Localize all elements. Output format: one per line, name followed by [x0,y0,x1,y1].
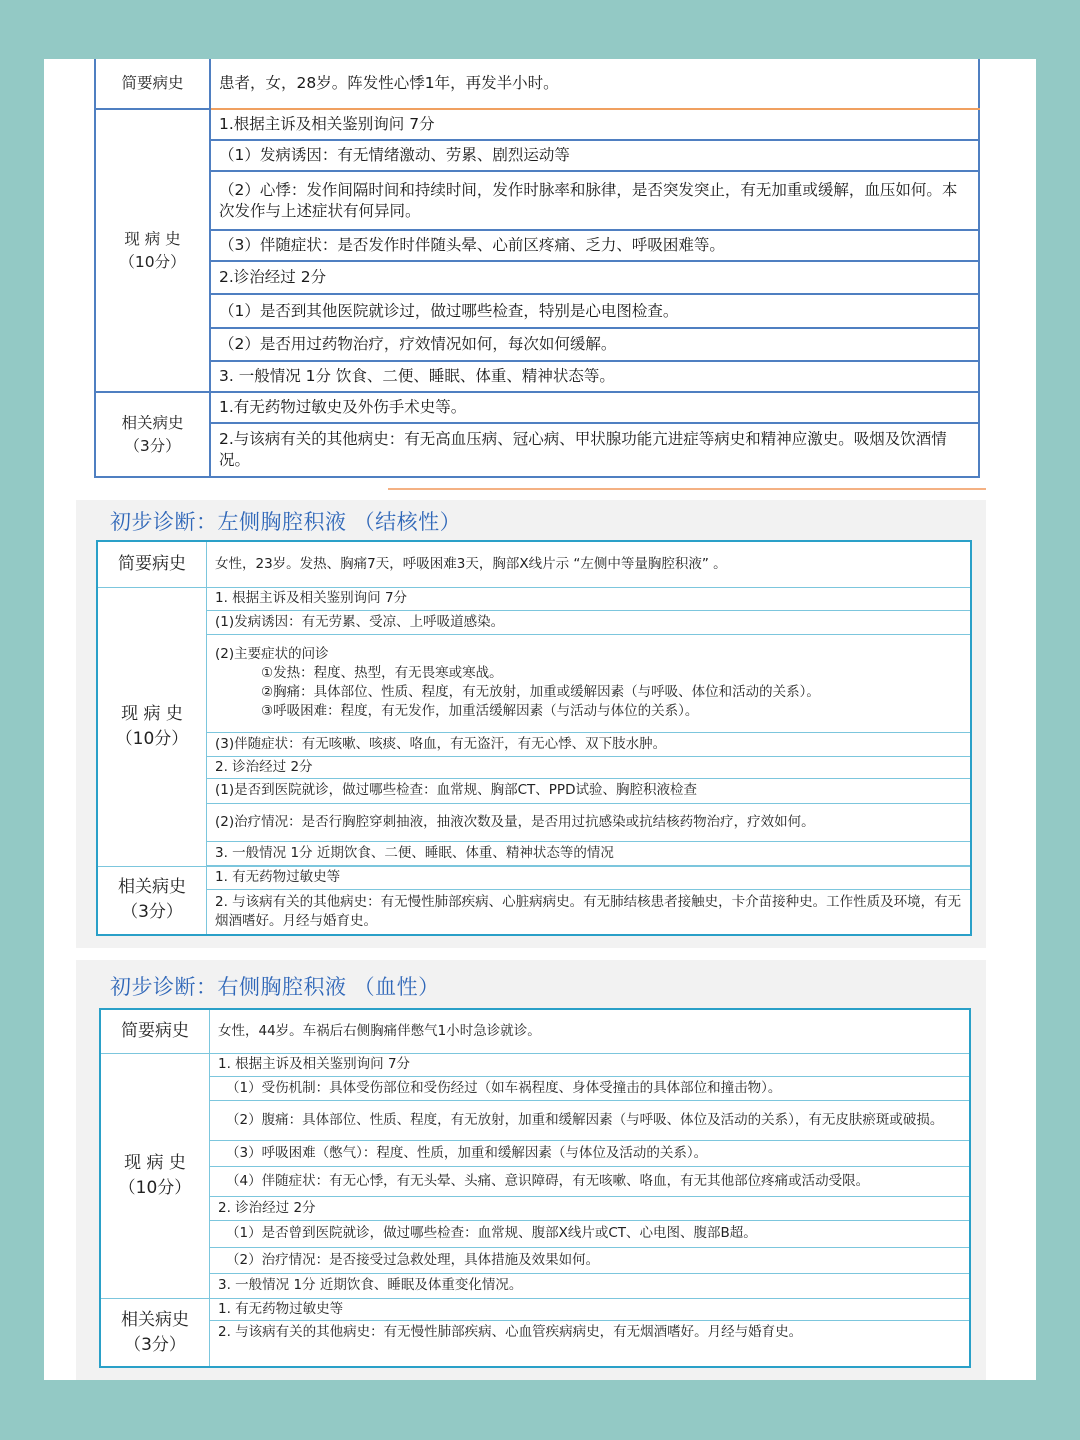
brief-history-label: 简要病史 [95,59,210,109]
brief-history-label: 简要病史 [97,541,207,587]
diagnosis-heading: 初步诊断：左侧胸腔积液 （结核性） [110,510,462,534]
related-row: 2. 与该病有关的其他病史：有无慢性肺部疾病、心脏病病史。有无肺结核患者接触史，卡介苗接种史。工作性质及环境，有无烟酒嗜好。月经与婚育史。 [207,889,972,935]
related-row: 2. 与该病有关的其他病史：有无慢性肺部疾病、心血管疾病病史，有无烟酒嗜好。月经与婚育史。 [210,1321,971,1367]
history-row: 1. 根据主诉及相关鉴别询问 7分 [207,587,972,610]
history-row: 2. 诊治经过 2分 [210,1196,971,1220]
history-row: (3)伴随症状：有无咳嗽、咳痰、咯血，有无盗汗，有无心悸、双下肢水肿。 [207,732,972,756]
history-row: （3）伴随症状：是否发作时伴随头晕、心前区疼痛、乏力、呼吸困难等。 [210,230,979,261]
history-row: （1）发病诱因：有无情绪激动、劳累、剧烈运动等 [210,140,979,171]
present-history-label: 现 病 史 （10分） [95,109,210,392]
present-history-label: 现 病 史 （10分） [100,1053,210,1298]
history-row: 3. 一般情况 1分 近期饮食、二便、睡眠、体重、精神状态等的情况 [207,841,972,865]
diagnosis-card-tuberculous [76,500,986,948]
related-row: 1. 有无药物过敏史等 [210,1299,971,1321]
brief-history-text: 女性，44岁。车祸后右侧胸痛伴憋气1小时急诊就诊。 [210,1009,971,1053]
diagnosis-heading: 初步诊断：右侧胸腔积液 （血性） [110,975,440,999]
history-row-symptoms: (2)主要症状的问诊 ①发热：程度、热型，有无畏寒或寒战。 ②胸痛：具体部位、性质、程度，有无放射，加重或缓解因素（与呼吸、体位和活动的关系）。 ③呼吸困难：程度，有无发作，加重活缓解因素（与活动与体位的关系）。 [207,634,972,732]
document-page [44,59,1036,1380]
related-history-label: 相关病史 （3分） [95,392,210,477]
history-row: 3. 一般情况 1分 饮食、二便、睡眠、体重、精神状态等。 [210,361,979,392]
history-table-hemorrhagic [99,1008,971,1368]
history-row: （2）治疗情况：是否接受过急救处理，具体措施及效果如何。 [210,1247,971,1273]
diagnosis-card-hemorrhagic [76,960,986,1380]
history-row: （1）是否到其他医院就诊过，做过哪些检查，特别是心电图检查。 [210,294,979,328]
history-row: （1）是否曾到医院就诊，做过哪些检查：血常规、腹部X线片或CT、心电图、腹部B超。 [210,1220,971,1247]
history-row: (1)发病诱因：有无劳累、受凉、上呼吸道感染。 [207,610,972,634]
history-row: 1.根据主诉及相关鉴别询问 7分 [210,109,979,140]
history-row: （4）伴随症状：有无心悸，有无头晕、头痛、意识障碍，有无咳嗽、咯血，有无其他部位疼痛或活动受限。 [210,1167,971,1196]
history-row: (1)是否到医院就诊，做过哪些检查：血常规、胸部CT、PPD试验、胸腔积液检查 [207,778,972,803]
history-row: （2）心悸：发作间隔时间和持续时间，发作时脉率和脉律，是否突发突止，有无加重或缓解，血压如何。本次发作与上述症状有何异同。 [210,171,979,230]
brief-history-label: 简要病史 [100,1009,210,1053]
brief-history-text: 女性，23岁。发热、胸痛7天，呼吸困难3天，胸部X线片示 “左侧中等量胸腔积液” 。 [207,541,972,587]
related-row: 1.有无药物过敏史及外伤手术史等。 [210,392,979,423]
brief-history-text: 患者，女，28岁。阵发性心悸1年，再发半小时。 [210,59,979,109]
related-history-label: 相关病史 （3分） [100,1299,210,1367]
related-row: 1. 有无药物过敏史等 [207,866,972,889]
divider-line [388,488,986,490]
history-row: 1. 根据主诉及相关鉴别询问 7分 [210,1053,971,1076]
present-history-label: 现 病 史 （10分） [97,587,207,866]
history-row: (2)治疗情况：是否行胸腔穿刺抽液，抽液次数及量，是否用过抗感染或抗结核药物治疗，疗效如何。 [207,803,972,841]
history-row: 2.诊治经过 2分 [210,261,979,294]
history-row: （2）腹痛：具体部位、性质、程度，有无放射，加重和缓解因素（与呼吸、体位及活动的关系），有无皮肤瘀斑或破损。 [210,1100,971,1140]
related-row: 2.与该病有关的其他病史：有无高血压病、冠心病、甲状腺功能亢进症等病史和精神应激史。吸烟及饮酒情况。 [210,423,979,477]
history-row: （3）呼吸困难（憋气）：程度、性质，加重和缓解因素（与体位及活动的关系）。 [210,1141,971,1167]
history-table-tuberculous [96,540,972,936]
history-table-palpitation [94,59,980,478]
history-row: 3. 一般情况 1分 近期饮食、睡眠及体重变化情况。 [210,1273,971,1298]
related-history-label: 相关病史 （3分） [97,866,207,935]
history-row: 2. 诊治经过 2分 [207,756,972,778]
history-row: （2）是否用过药物治疗，疗效情况如何，每次如何缓解。 [210,328,979,361]
history-row: （1）受伤机制：具体受伤部位和受伤经过（如车祸程度、身体受撞击的具体部位和撞击物）。 [210,1076,971,1100]
